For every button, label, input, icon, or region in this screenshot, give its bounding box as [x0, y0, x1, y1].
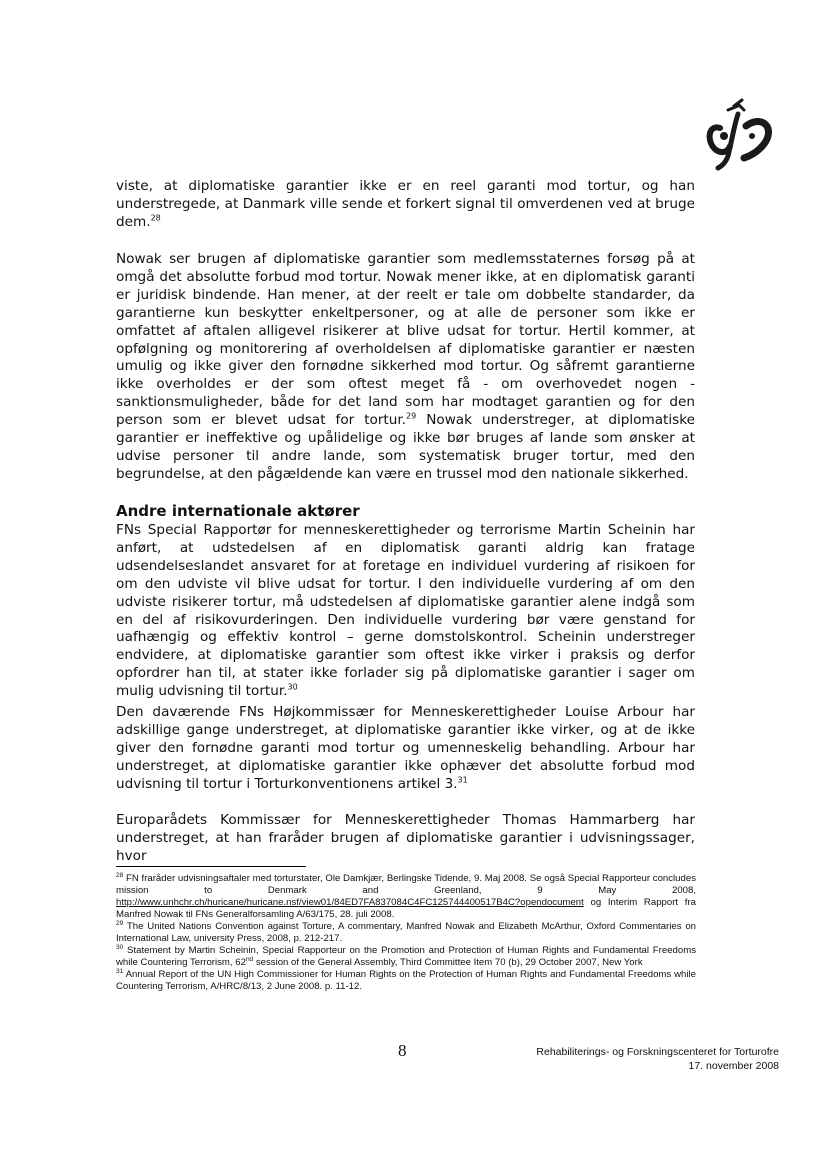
paragraph-text: viste, at diplomatiske garantier ikke er en reel garanti mod tortur, og han understregede, at Danmark ville sende et forkert signal til omverdenen ved at bruge dem.	[116, 178, 695, 230]
page-number: 8	[398, 1041, 407, 1060]
footnote-30: $^{30}$ Statement by Martin Scheinin, Special Rapporteur on the Promotion and Protection of Human Rights and Fundamental Freedoms while Countering Terrorism, 62nd session of the General Assembly, Third Committee Item 70 (b), 29 October 2007, New York	[116, 943, 696, 968]
paragraph-1	[116, 178, 695, 232]
footnote-ref-29: 29	[406, 411, 417, 421]
footer-info	[536, 1045, 779, 1073]
footnote-31: $^{31}$ Annual Report of the UN High Commissioner for Human Rights on the Protection of Human Rights and Fundamental Freedoms while Countering Terrorism, A/HRC/8/13, 2 June 2008. p. 11-12.	[116, 967, 696, 992]
footnotes	[116, 873, 696, 993]
footer-organization: Rehabiliterings- og Forskningscenteret for Torturofre	[536, 1046, 779, 1058]
paragraph-text: Nowak ser brugen af diplomatiske garantier som medlemsstaternes forsøg på at omgå det absolutte forbud mod tortur. Nowak mener ikke, at en diplomatisk garanti er juridisk bindende. Han mener, at der reelt er tale om dobbelte standarder, da garantierne kun beskytter enkeltpersoner, og at alle de personer som ikke er omfattet af aftalen alligevel risikerer at blive udsat for tortur. Hertil kommer, at opfølgning og monitorering af overholdelsen af diplomatiske garantier er næsten umulig og ikke giver den fornødne sikkerhed mod tortur. Og såfremt garantierne ikke overholdes er der som oftest meget få - om overhovedet nogen - sanktionsmuligheder, både for det land som har modtaget garantien og for den person som er blevet udsat for tortur.	[116, 251, 695, 429]
footnote-28: $^{28}$ FN fraråder udvisningsaftaler med torturstater, Ole Damkjær, Berlingske Tidende, 9. Maj 2008. Se også Special Rapporteur concludes mission to Denmark and Greenland, 9 May 2008, http://www.unhchr.ch/huricane/huricane.nsf/view01/84ED7FA837084C4FC125744400517B4C?opendocument og Interim Rapport fra Manfred Nowak til FNs Generalforsamling A/63/175, 28. juli 2008.	[116, 871, 696, 920]
paragraph-4	[116, 704, 695, 794]
paragraph-5	[116, 812, 695, 866]
paragraph-3	[116, 522, 695, 701]
paragraph-text: Europarådets Kommissær for Menneskerettigheder Thomas Hammarberg har understreget, at han fraråder brugen af diplomatiske garantier i udvisningssager, hvor	[116, 812, 695, 864]
section-heading: Andre internationale aktører	[116, 502, 360, 520]
footnote-ref-31: 31	[457, 775, 468, 785]
footnote-link[interactable]: http://www.unhchr.ch/huricane/huricane.nsf/view01/84ED7FA837084C4FC125744400517B4C?opendocument	[116, 897, 584, 908]
paragraph-text: Den daværende FNs Højkommissær for Menneskerettigheder Louise Arbour har adskillige gange understreget, at diplomatiske garantier ikke virker, og at de ikke giver den fornødne garanti mod tortur og umenneskelig behandling. Arbour har understreget, at diplomatiske garantier ikke ophæver det absolutte forbud mod udvisning til tortur i Torturkonventionens artikel 3.	[116, 704, 695, 792]
footnote-ref-30: 30	[287, 682, 298, 692]
rct-logo-icon	[698, 96, 778, 172]
paragraph-text: Nowak understreger, at diplomatiske garantier er ineffektive og upålidelige og ikke bør bruges af lande som ønsker at udvise personer til andre lande, som systematisk bruger tortur, med den begrundelse, at den pågældende kan være en trussel mod den nationale sikkerhed.	[116, 412, 695, 482]
footnote-ref-28: 28	[150, 213, 161, 223]
paragraph-2	[116, 251, 695, 484]
footnote-29: $^{29}$ The United Nations Convention against Torture, A commentary, Manfred Nowak and Elizabeth McArthur, Oxford Commentaries on International Law, university Press, 2008, p. 212-217.	[116, 919, 696, 944]
paragraph-text: FNs Special Rapportør for menneskerettigheder og terrorisme Martin Scheinin har anført, at udstedelsen af en diplomatisk garanti aldrig kan fratage udsendelseslandet ansvaret for at foretage en individuel vurdering af risikoen for om den udviste vil blive udsat for tortur. I den individuelle vurdering af om den udviste risikerer tortur, må udstedelsen af diplomatiske garantier alene indgå som en del af risikovurderingen. Den individuelle vurdering bør være genstand for uafhængig og effektiv kontrol – gerne domstolskontrol. Scheinin understreger endvidere, at diplomatiske garantier som oftest ikke virker i praksis og derfor opfordrer han til, at stater ikke forlader sig på diplomatiske garantier i sager om mulig udvisning til tortur.	[116, 522, 695, 700]
footnote-divider	[116, 866, 306, 867]
footer-date: 17. november 2008	[688, 1060, 779, 1072]
